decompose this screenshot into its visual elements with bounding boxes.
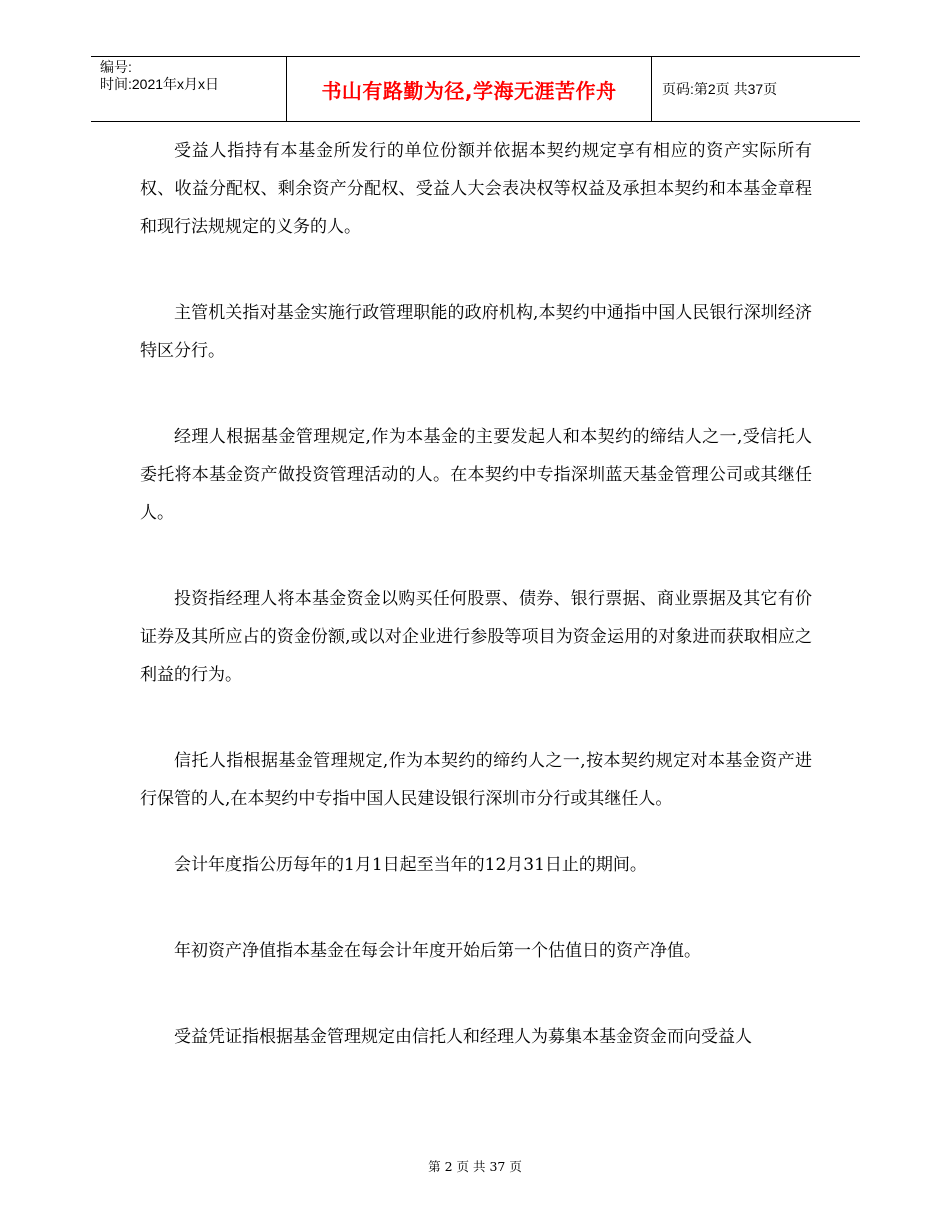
page-header	[91, 56, 860, 122]
document-time: 时间:2021年x月x日	[100, 76, 220, 92]
paragraph-initial-nav: 年初资产净值指本基金在每会计年度开始后第一个估值日的资产净值。	[174, 941, 701, 961]
header-page-info: 页码:第2页 共37页	[662, 81, 778, 97]
document-body	[140, 132, 812, 1056]
paragraph-certificate: 受益凭证指根据基金管理规定由信托人和经理人为募集本基金资金而向受益人	[174, 1027, 752, 1047]
paragraph-manager: 经理人根据基金管理规定,作为本基金的主要发起人和本契约的缔结人之一,受信托人委托将本基金资产做投资管理活动的人。在本契约中专指深圳蓝天基金管理公司或其继任人。	[140, 427, 812, 523]
paragraph-trustee: 信托人指根据基金管理规定,作为本契约的缔约人之一,按本契约规定对本基金资产进行保管的人,在本契约中专指中国人民建设银行深圳市分行或其继任人。	[140, 751, 812, 809]
header-motto: 书山有路勤为径,学海无涯苦作舟	[286, 57, 652, 121]
paragraph-beneficiary: 受益人指持有本基金所发行的单位份额并依据本契约规定享有相应的资产实际所有权、收益分配权、剩余资产分配权、受益人大会表决权等权益及承担本契约和本基金章程和现行法规规定的义务的人。	[140, 141, 812, 237]
paragraph-fiscal-year: 会计年度指公历每年的1月1日起至当年的12月31日止的期间。	[174, 855, 647, 875]
page-footer: 第 2 页 共 37 页	[428, 1159, 522, 1174]
document-number-label: 编号:	[100, 59, 132, 75]
paragraph-authority: 主管机关指对基金实施行政管理职能的政府机构,本契约中通指中国人民银行深圳经济特区分行。	[140, 303, 812, 361]
header-meta	[91, 57, 286, 121]
paragraph-investment: 投资指经理人将本基金资金以购买任何股票、债券、银行票据、商业票据及其它有价证券及其所应占的资金份额,或以对企业进行参股等项目为资金运用的对象进而获取相应之利益的行为。	[140, 589, 812, 685]
